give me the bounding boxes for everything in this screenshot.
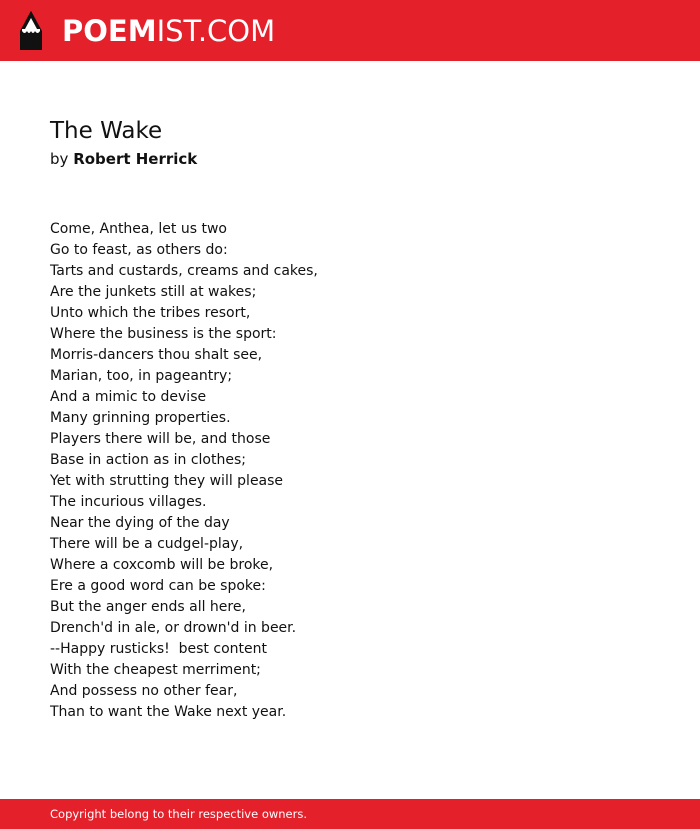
poem-line: Marian, too, in pageantry; xyxy=(50,368,233,384)
poem-line: Where a coxcomb will be broke, xyxy=(50,557,274,573)
site-footer xyxy=(0,799,700,829)
logo-text-bold: POEM xyxy=(62,14,157,48)
poem-line: Near the dying of the day xyxy=(50,515,230,531)
poem-line: Morris-dancers thou shalt see, xyxy=(50,347,263,363)
poem-line: And possess no other fear, xyxy=(50,683,238,699)
site-logo[interactable] xyxy=(62,11,275,51)
byline-prefix: by xyxy=(50,150,69,168)
poem-line: Are the junkets still at wakes; xyxy=(50,284,257,300)
poem-line: Base in action as in clothes; xyxy=(50,452,246,468)
poem-line: Come, Anthea, let us two xyxy=(50,221,227,237)
poem-line: But the anger ends all here, xyxy=(50,599,246,615)
poem-line: Many grinning properties. xyxy=(50,410,231,426)
poem-byline xyxy=(50,149,197,169)
poem-line: Yet with strutting they will please xyxy=(50,473,284,489)
poem-line: Ere a good word can be spoke: xyxy=(50,578,266,594)
pencil-tip-icon[interactable] xyxy=(18,10,44,51)
poem-line: Tarts and custards, creams and cakes, xyxy=(50,263,318,279)
poem-line: --Happy rusticks! best content xyxy=(50,641,267,657)
logo-text-light: IST.COM xyxy=(156,14,276,48)
poem-line: Players there will be, and those xyxy=(50,431,271,447)
poem-line: Go to feast, as others do: xyxy=(50,242,228,258)
poem-line: Drench'd in ale, or drown'd in beer. xyxy=(50,620,297,636)
poem-line: With the cheapest merriment; xyxy=(50,662,261,678)
poem-line: Unto which the tribes resort, xyxy=(50,305,251,321)
site-header xyxy=(0,0,700,61)
author-name: Robert Herrick xyxy=(73,150,198,168)
poem-line: The incurious villages. xyxy=(50,494,207,510)
poem-line: There will be a cudgel-play, xyxy=(50,536,244,552)
poem-title: The Wake xyxy=(50,118,163,144)
poem-line: Where the business is the sport: xyxy=(50,326,277,342)
poem-line: Than to want the Wake next year. xyxy=(50,704,287,720)
poem-line: And a mimic to devise xyxy=(50,389,207,405)
copyright-notice: Copyright belong to their respective owners. xyxy=(50,807,308,821)
poem-body xyxy=(50,219,318,723)
